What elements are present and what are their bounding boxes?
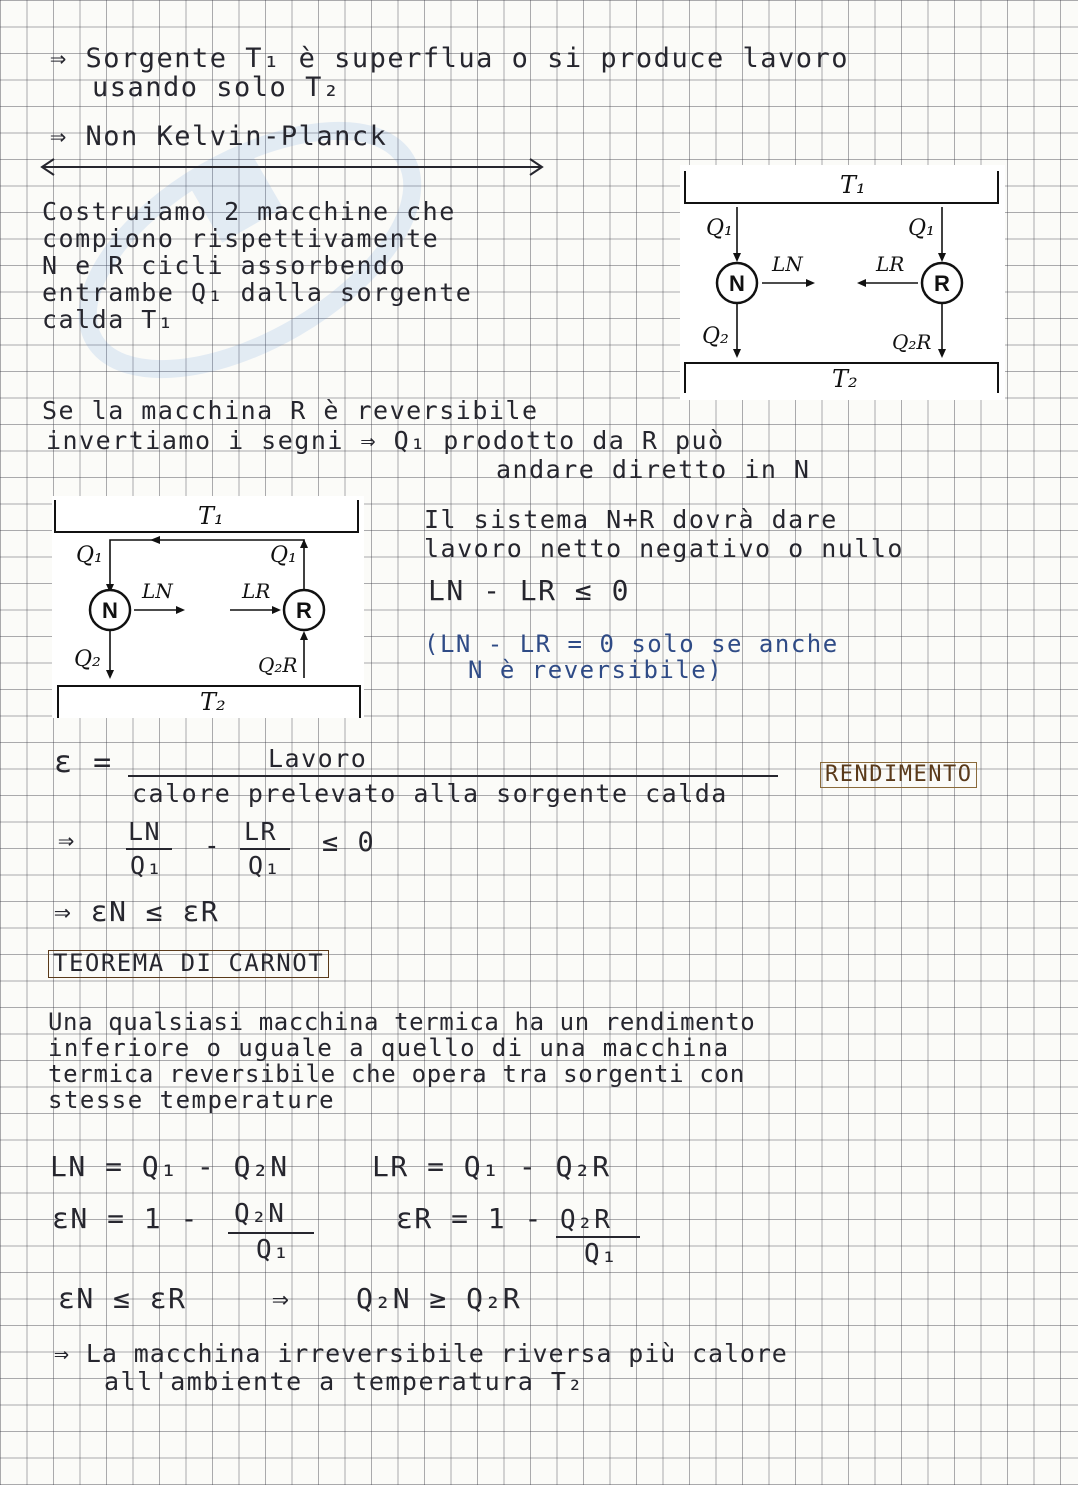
- ln-label: LN: [142, 579, 173, 603]
- conclusion-line-1: ⇒ La macchina irreversibile riversa più calore: [54, 1339, 788, 1368]
- node-n-label: N: [102, 598, 118, 623]
- final-inequality-left: εN ≤ εR: [58, 1282, 187, 1315]
- note-line-2: usando solo T₂: [92, 72, 341, 103]
- equation-en-line: [228, 1232, 314, 1234]
- separator-double-arrow: [38, 155, 548, 179]
- rendimento-label: RENDIMENTO: [820, 762, 977, 788]
- paragraph-line: calda T₁: [42, 305, 175, 334]
- paragraph-line: compiono rispettivamente: [42, 224, 440, 253]
- efficiency-inequality: ⇒ εN ≤ εR: [54, 895, 220, 928]
- final-inequality-right: Q₂N ≥ Q₂R: [356, 1282, 522, 1315]
- ratio-arrow: ⇒: [58, 825, 76, 856]
- system-line-2: lavoro netto negativo o nullo: [424, 534, 904, 563]
- equation-lr: LR = Q₁ - Q₂R: [372, 1150, 611, 1183]
- note-line-1: ⇒ Sorgente T₁ è superflua o si produce lavoro: [50, 43, 849, 74]
- ratio-b-numerator: LR: [244, 817, 278, 846]
- q1-right-label: Q₁: [270, 543, 297, 568]
- node-r-label: R: [296, 598, 312, 623]
- system-line-1: Il sistema N+R dovrà dare: [424, 505, 838, 534]
- equation-en-denominator: Q₁: [256, 1235, 291, 1265]
- final-inequality-arrow: ⇒: [272, 1282, 291, 1315]
- lr-label: LR: [242, 579, 271, 603]
- ratio-a-line: [126, 848, 172, 850]
- ratio-minus: -: [204, 831, 222, 861]
- node-n-label: N: [729, 271, 745, 296]
- ratio-b-denominator: Q₁: [248, 851, 282, 880]
- paragraph-line: Costruiamo 2 macchine che: [42, 197, 456, 226]
- blue-note-line-1: (LN - LR = 0 solo se anche: [424, 630, 839, 658]
- lr-label: LR: [876, 252, 905, 276]
- ln-label: LN: [772, 252, 803, 276]
- paragraph-line: N e R cicli assorbendo: [42, 251, 407, 280]
- note-line-3: ⇒ Non Kelvin-Planck: [50, 121, 388, 152]
- epsilon-denominator: calore prelevato alla sorgente calda: [132, 779, 728, 808]
- q2r-right-label: Q₂R: [258, 653, 298, 677]
- equation-er-denominator: Q₁: [584, 1239, 619, 1269]
- ratio-a-denominator: Q₁: [130, 851, 164, 880]
- hot-reservoir-label: T₁: [198, 502, 224, 530]
- reversible-line-2: invertiamo i segni ⇒ Q₁ prodotto da R può: [46, 426, 725, 455]
- cold-reservoir-label: T₂: [200, 688, 226, 716]
- ratio-rhs: ≤ 0: [322, 827, 376, 858]
- equation-er-line: [556, 1236, 640, 1238]
- theorem-line: inferiore o uguale a quello di una macchina: [48, 1033, 730, 1062]
- equation-ln: LN = Q₁ - Q₂N: [50, 1150, 289, 1183]
- q2-left-label: Q₂: [74, 647, 101, 672]
- theorem-line: Una qualsiasi macchina termica ha un rendimento: [48, 1008, 756, 1036]
- theorem-statement: [48, 1010, 755, 1114]
- epsilon-fraction-line: [128, 775, 778, 777]
- epsilon-lhs: ε =: [54, 745, 113, 780]
- q2r-right-label: Q₂R: [892, 330, 932, 354]
- q1-left-label: Q₁: [76, 543, 103, 568]
- conclusion-line-2: all'ambiente a temperatura T₂: [104, 1367, 584, 1396]
- q1-left-label: Q₁: [706, 216, 733, 241]
- cold-reservoir-label: T₂: [832, 365, 858, 393]
- paragraph-construction: [42, 198, 472, 333]
- equation-er-numerator: Q₂R: [560, 1205, 612, 1235]
- ratio-a-numerator: LN: [128, 817, 162, 846]
- theorem-line: stesse temperature: [48, 1085, 336, 1114]
- q1-right-label: Q₁: [908, 216, 935, 241]
- teorema-carnot-heading: TEOREMA DI CARNOT: [48, 950, 329, 978]
- equation-er-lhs: εR = 1 -: [396, 1202, 543, 1235]
- paragraph-line: entrambe Q₁ dalla sorgente: [42, 278, 473, 307]
- reversible-line-1: Se la macchina R è reversibile: [42, 396, 539, 425]
- theorem-line: termica reversibile che opera tra sorgenti con: [48, 1059, 745, 1088]
- heat-engine-diagram-1: [680, 165, 1005, 400]
- heat-engine-diagram-2: [52, 496, 364, 718]
- reversible-line-3: andare diretto in N: [496, 455, 811, 484]
- hot-reservoir-label: T₁: [840, 171, 866, 199]
- ratio-b-line: [240, 848, 290, 850]
- node-r-label: R: [934, 271, 950, 296]
- inequality-ln-lr: LN - LR ≤ 0: [428, 574, 630, 607]
- equation-en-lhs: εN = 1 -: [52, 1202, 199, 1235]
- epsilon-numerator: Lavoro: [268, 744, 368, 773]
- blue-note-line-2: N è reversibile): [468, 656, 724, 684]
- q2-left-label: Q₂: [702, 324, 729, 349]
- equation-en-numerator: Q₂N: [234, 1199, 286, 1229]
